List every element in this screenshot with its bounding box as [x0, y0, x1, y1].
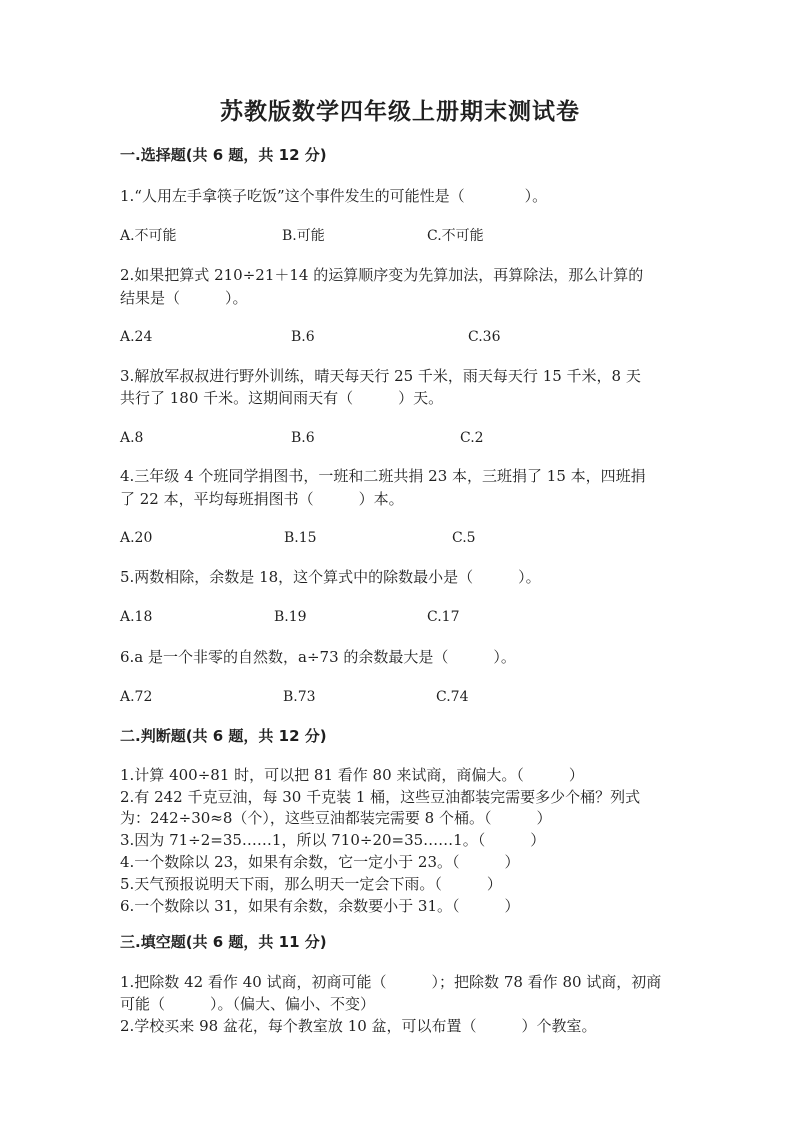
- option-a: A.72: [120, 689, 153, 705]
- option-b: B.6: [291, 430, 315, 446]
- option-c: C.36: [468, 329, 501, 345]
- fill-line: 可能（ ）。（偏大、偏小、不变）: [120, 995, 376, 1013]
- question-line: 了 22 本，平均每班捐图书（ ）本。: [120, 490, 404, 508]
- statement-line: 6.一个数除以 31，如果有余数，余数要小于 31。（ ）: [120, 897, 520, 915]
- statement-line: 1.计算 400÷81 时，可以把 81 看作 80 来试商，商偏大。（ ）: [120, 766, 584, 784]
- option-b: B.6: [291, 329, 315, 345]
- question-line: 结果是（ ）。: [120, 289, 248, 307]
- question-line: 共行了 180 千米。这期间雨天有（ ）天。: [120, 389, 444, 407]
- question-line: 1.“人用左手拿筷子吃饭”这个事件发生的可能性是（ ）。: [120, 187, 548, 205]
- statement-line: 4.一个数除以 23，如果有余数，它一定小于 23。（ ）: [120, 853, 520, 871]
- question-line: 5.两数相除，余数是 18，这个算式中的除数最小是（ ）。: [120, 568, 541, 586]
- option-b: B.73: [283, 689, 316, 705]
- question-line: 6.a 是一个非零的自然数，a÷73 的余数最大是（ ）。: [120, 648, 516, 666]
- option-c: C.不可能: [427, 228, 484, 244]
- page-title: 苏教版数学四年级上册期末测试卷: [220, 99, 580, 125]
- option-b: B.可能: [282, 228, 325, 244]
- question-line: 2.如果把算式 210÷21＋14 的运算顺序变为先算加法，再算除法，那么计算的: [120, 266, 644, 284]
- option-c: C.74: [436, 689, 469, 705]
- option-a: A.20: [120, 530, 153, 546]
- section-heading: 二.判断题(共 6 题，共 12 分): [120, 727, 327, 745]
- option-c: C.5: [452, 530, 476, 546]
- option-b: B.15: [284, 530, 317, 546]
- statement-line: 为：242÷30≈8（个），这些豆油都装完需要 8 个桶。（ ）: [120, 809, 552, 827]
- option-c: C.2: [460, 430, 484, 446]
- section-heading: 一.选择题(共 6 题，共 12 分): [120, 146, 327, 164]
- option-b: B.19: [274, 609, 307, 625]
- statement-line: 3.因为 71÷2=35……1，所以 710÷20=35……1。（ ）: [120, 831, 546, 849]
- option-c: C.17: [427, 609, 460, 625]
- option-a: A.不可能: [120, 228, 177, 244]
- question-line: 3.解放军叔叔进行野外训练，晴天每天行 25 千米，雨天每天行 15 千米，8 天: [120, 367, 641, 385]
- statement-line: 5.天气预报说明天下雨，那么明天一定会下雨。（ ）: [120, 875, 502, 893]
- option-a: A.8: [120, 430, 144, 446]
- fill-line: 1.把除数 42 看作 40 试商，初商可能（ ）；把除数 78 看作 80 试商，初商: [120, 973, 662, 991]
- section-heading: 三.填空题(共 6 题，共 11 分): [120, 933, 327, 951]
- fill-line: 2.学校买来 98 盆花，每个教室放 10 盆，可以布置（ ）个教室。: [120, 1017, 597, 1035]
- option-a: A.24: [120, 329, 153, 345]
- option-a: A.18: [120, 609, 153, 625]
- question-line: 4.三年级 4 个班同学捐图书，一班和二班共捐 23 本，三班捐了 15 本，四班捐: [120, 467, 646, 485]
- statement-line: 2.有 242 千克豆油，每 30 千克装 1 桶，这些豆油都装完需要多少个桶？列式: [120, 788, 641, 806]
